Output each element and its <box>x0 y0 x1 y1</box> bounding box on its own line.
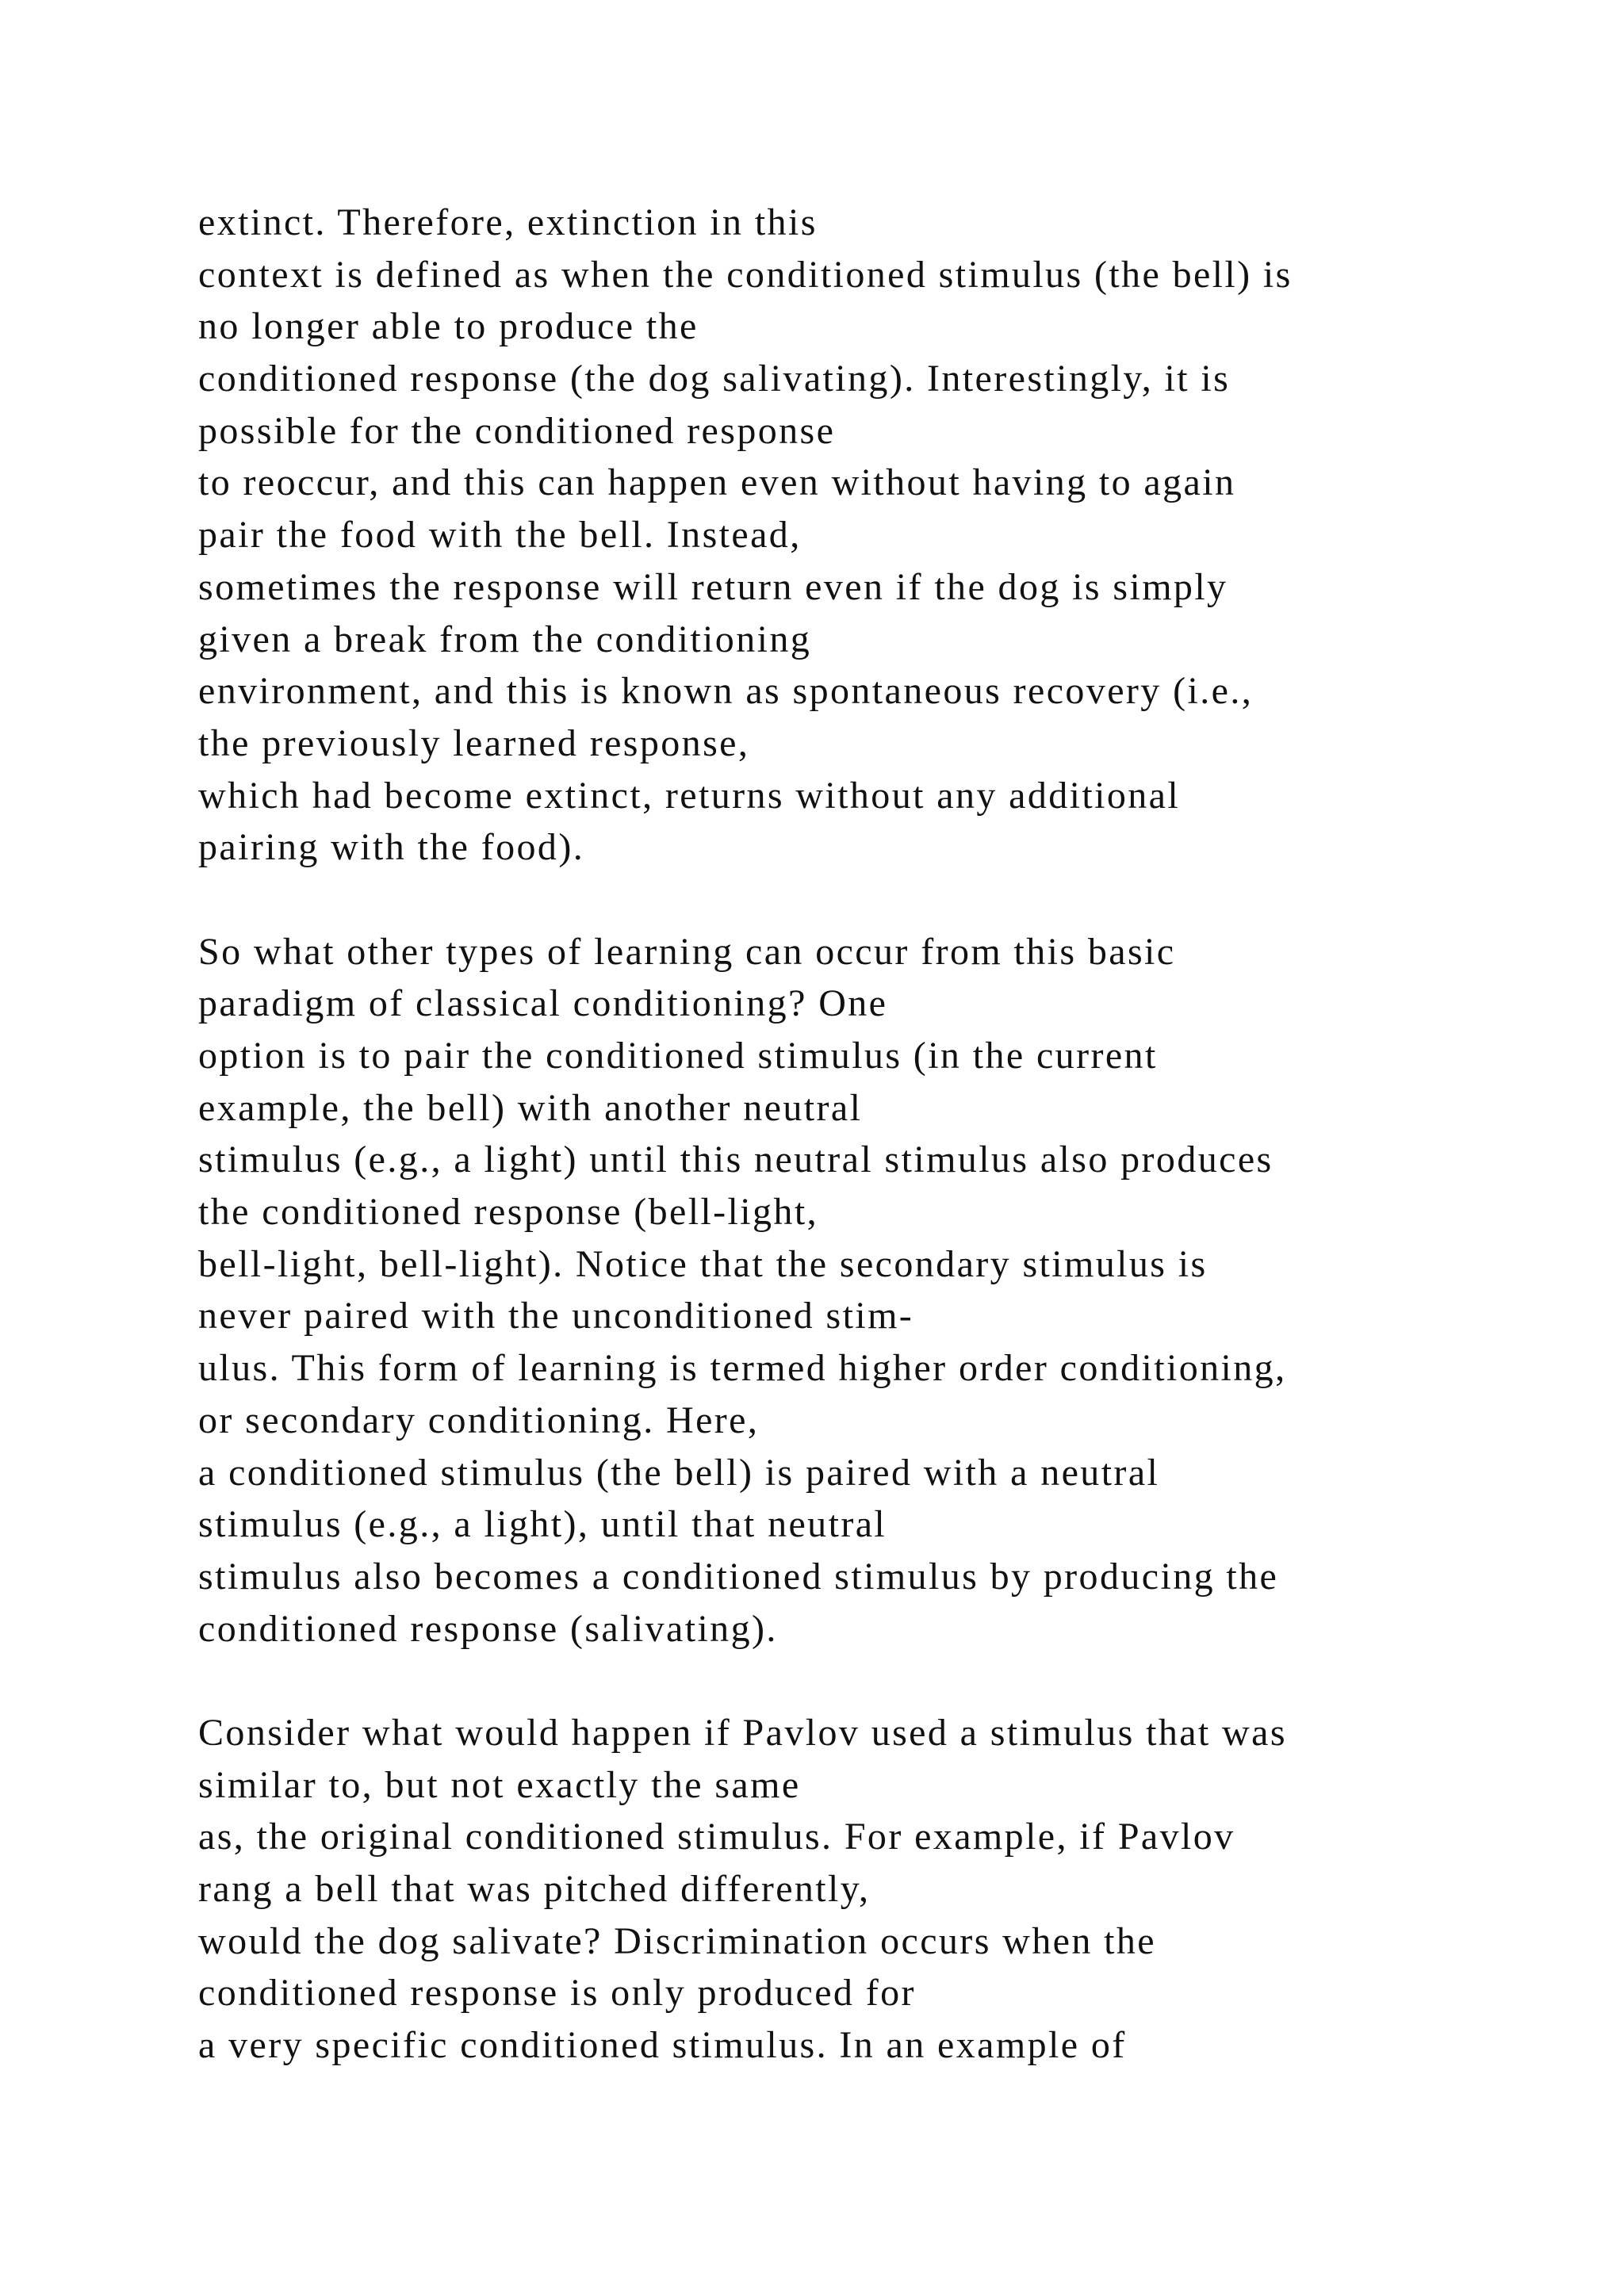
text-line: sometimes the response will return even if the dog is simply <box>198 565 1228 608</box>
paragraph-gap <box>198 1655 1546 1707</box>
text-line: no longer able to produce the <box>198 305 699 348</box>
text-line: would the dog salivate? Discrimination occurs when the <box>198 1919 1156 1962</box>
text-line: pair the food with the bell. Instead, <box>198 514 802 557</box>
text-line: Consider what would happen if Pavlov used a stimulus that was <box>198 1711 1287 1754</box>
text-line: possible for the conditioned response <box>198 409 836 452</box>
paragraph-discrimination <box>198 1707 1546 2072</box>
text-line: stimulus also becomes a conditioned stimulus by producing the <box>198 1555 1279 1598</box>
text-line: the conditioned response (bell-light, <box>198 1191 818 1234</box>
text-line: stimulus (e.g., a light) until this neutral stimulus also produces <box>198 1138 1274 1181</box>
paragraph-extinction <box>198 197 1546 874</box>
text-line: a conditioned stimulus (the bell) is paired with a neutral <box>198 1451 1160 1494</box>
document-body <box>198 197 1546 2072</box>
text-line: So what other types of learning can occur from this basic <box>198 930 1176 973</box>
text-line: a very specific conditioned stimulus. In an example of <box>198 2024 1127 2067</box>
text-line: which had become extinct, returns without any additional <box>198 774 1181 817</box>
text-line: ulus. This form of learning is termed higher order conditioning, <box>198 1347 1287 1390</box>
text-line: environment, and this is known as spontaneous recovery (i.e., <box>198 670 1254 713</box>
text-line: rang a bell that was pitched differently, <box>198 1868 871 1910</box>
text-line: bell-light, bell-light). Notice that the secondary stimulus is <box>198 1242 1208 1285</box>
text-line: given a break from the conditioning <box>198 618 812 660</box>
text-line: conditioned response (salivating). <box>198 1607 778 1650</box>
text-line: as, the original conditioned stimulus. For example, if Pavlov <box>198 1816 1235 1858</box>
text-line: pairing with the food). <box>198 826 585 869</box>
paragraph-higher-order-conditioning <box>198 926 1546 1655</box>
text-line: paradigm of classical conditioning? One <box>198 982 888 1025</box>
text-line: conditioned response is only produced for <box>198 1972 916 2015</box>
paragraph-gap <box>198 874 1546 926</box>
text-line: stimulus (e.g., a light), until that neutral <box>198 1503 887 1546</box>
text-line: extinct. Therefore, extinction in this <box>198 201 818 243</box>
text-line: similar to, but not exactly the same <box>198 1763 801 1806</box>
text-line: the previously learned response, <box>198 721 750 764</box>
text-line: or secondary conditioning. Here, <box>198 1399 760 1441</box>
text-line: to reoccur, and this can happen even without having to again <box>198 461 1236 504</box>
text-line: conditioned response (the dog salivating). Interestingly, it is <box>198 358 1231 400</box>
text-line: example, the bell) with another neutral <box>198 1086 863 1129</box>
text-line: option is to pair the conditioned stimulus (in the current <box>198 1035 1158 1077</box>
text-line: never paired with the unconditioned stim- <box>198 1295 914 1337</box>
text-line: context is defined as when the conditioned stimulus (the bell) is <box>198 253 1293 296</box>
